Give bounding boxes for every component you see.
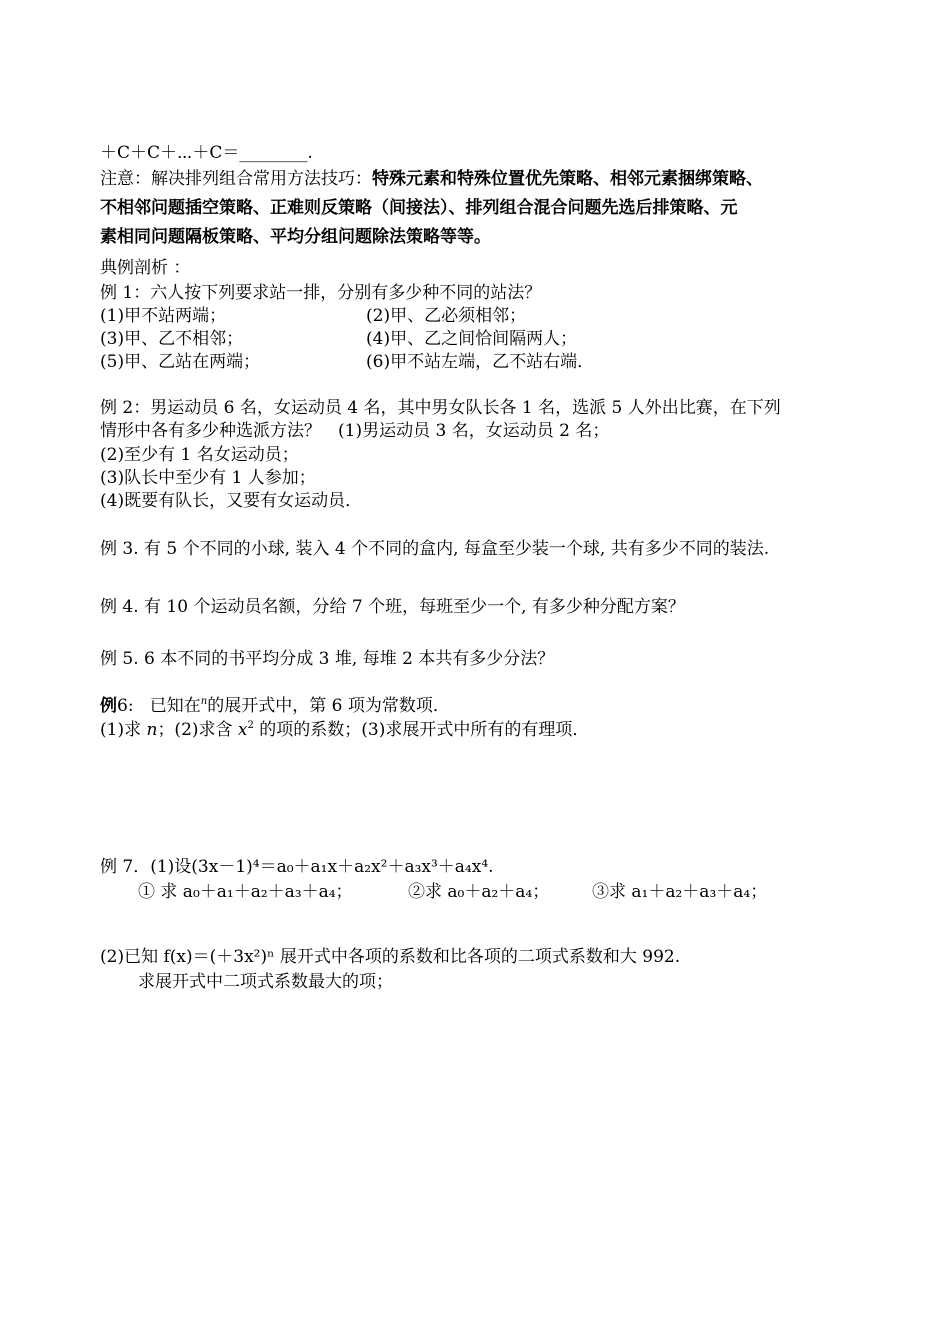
- ex6-var-n: n: [146, 720, 158, 740]
- ex7-q3: ③求 a₁＋a₂＋a₃＋a₄；: [592, 882, 768, 902]
- ex3-text: 例 3. 有 5 个不同的小球, 装入 4 个不同的盒内, 每盒至少装一个球, 共有多少不同的装法.: [100, 539, 770, 559]
- ex6-q-rest: 的项的系数；(3)求展开式中所有的有理项．: [253, 720, 590, 740]
- ex6-sup-n: n: [200, 696, 208, 707]
- ex6-text-a: 已知在: [149, 696, 201, 716]
- ex2-line-4: (3)队长中至少有 1 人参加；: [100, 468, 316, 488]
- ex6-label: 例: [100, 696, 117, 716]
- ex7-q2: ②求 a₀＋a₂＋a₄；: [408, 882, 550, 902]
- ex6-num: 6:: [117, 696, 134, 716]
- ex1-item-1: (1)甲不站两端；: [100, 306, 227, 326]
- ex6-line-1: [100, 694, 450, 718]
- note-bold-1: 特殊元素和特殊位置优先策略、相邻元素捆绑策略、: [372, 169, 763, 189]
- ex5-text: 例 5. 6 本不同的书平均分成 3 堆, 每堆 2 本共有多少分法？: [100, 649, 555, 669]
- ex6-var-x: x: [237, 720, 248, 740]
- ex1-item-3: (3)甲、乙不相邻；: [100, 329, 244, 349]
- ex2-line-3: (2)至少有 1 名女运动员；: [100, 445, 299, 465]
- ex7-q1: ① 求 a₀＋a₁＋a₂＋a₃＋a₄；: [138, 882, 353, 902]
- binomial-sum-line: ＋C＋C＋⋯＋C＝________.: [100, 143, 313, 163]
- ex6-q1-prefix: (1)求: [100, 720, 147, 740]
- ex6-line-2: [100, 718, 589, 742]
- section-title: 典例剖析 ：: [100, 258, 191, 278]
- ex7-line-1: 例 7．(1)设(3x－1)⁴＝a₀＋a₁x＋a₂x²＋a₃x³＋a₄x⁴.: [100, 857, 494, 877]
- note-line-3: 素相同问题隔板策略、平均分组问题除法策略等等。: [100, 227, 491, 247]
- ex2-line-2: 情形中各有多少种选派方法？ (1)男运动员 3 名，女运动员 2 名；: [100, 421, 610, 441]
- ex7-part2-line-2: 求展开式中二项式系数最大的项；: [138, 972, 393, 992]
- note-line-1: [100, 167, 763, 191]
- note-prefix: 注意：解决排列组合常用方法技巧：: [100, 169, 372, 189]
- ex1-item-6: (6)甲不站左端，乙不站右端．: [366, 352, 595, 372]
- ex6-q2-prefix: ；(2)求含: [157, 720, 238, 740]
- ex2-line-5: (4)既要有队长，又要有女运动员．: [100, 491, 363, 511]
- ex1-item-2: (2)甲、乙必须相邻；: [366, 306, 527, 326]
- ex1-title: 例 1：六人按下列要求站一排，分别有多少种不同的站法？: [100, 283, 542, 303]
- ex2-line-1: 例 2：男运动员 6 名，女运动员 4 名，其中男女队长各 1 名，选派 5 人外出比赛，在下列: [100, 398, 781, 418]
- ex1-item-5: (5)甲、乙站在两端；: [100, 352, 261, 372]
- ex6-text-b: 的展开式中，第 6 项为常数项．: [207, 696, 450, 716]
- ex6-exponent: 2: [247, 720, 254, 731]
- ex1-item-4: (4)甲、乙之间恰间隔两人；: [366, 329, 578, 349]
- ex7-part2-line-1: (2)已知 f(x)＝(＋3x²)ⁿ 展开式中各项的系数和比各项的二项式系数和大 992.: [100, 947, 681, 967]
- ex4-text: 例 4. 有 10 个运动员名额，分给 7 个班，每班至少一个, 有多少种分配方案？: [100, 597, 685, 617]
- note-line-2: 不相邻问题插空策略、正难则反策略（间接法）、排列组合混合问题先选后排策略、元: [100, 198, 738, 218]
